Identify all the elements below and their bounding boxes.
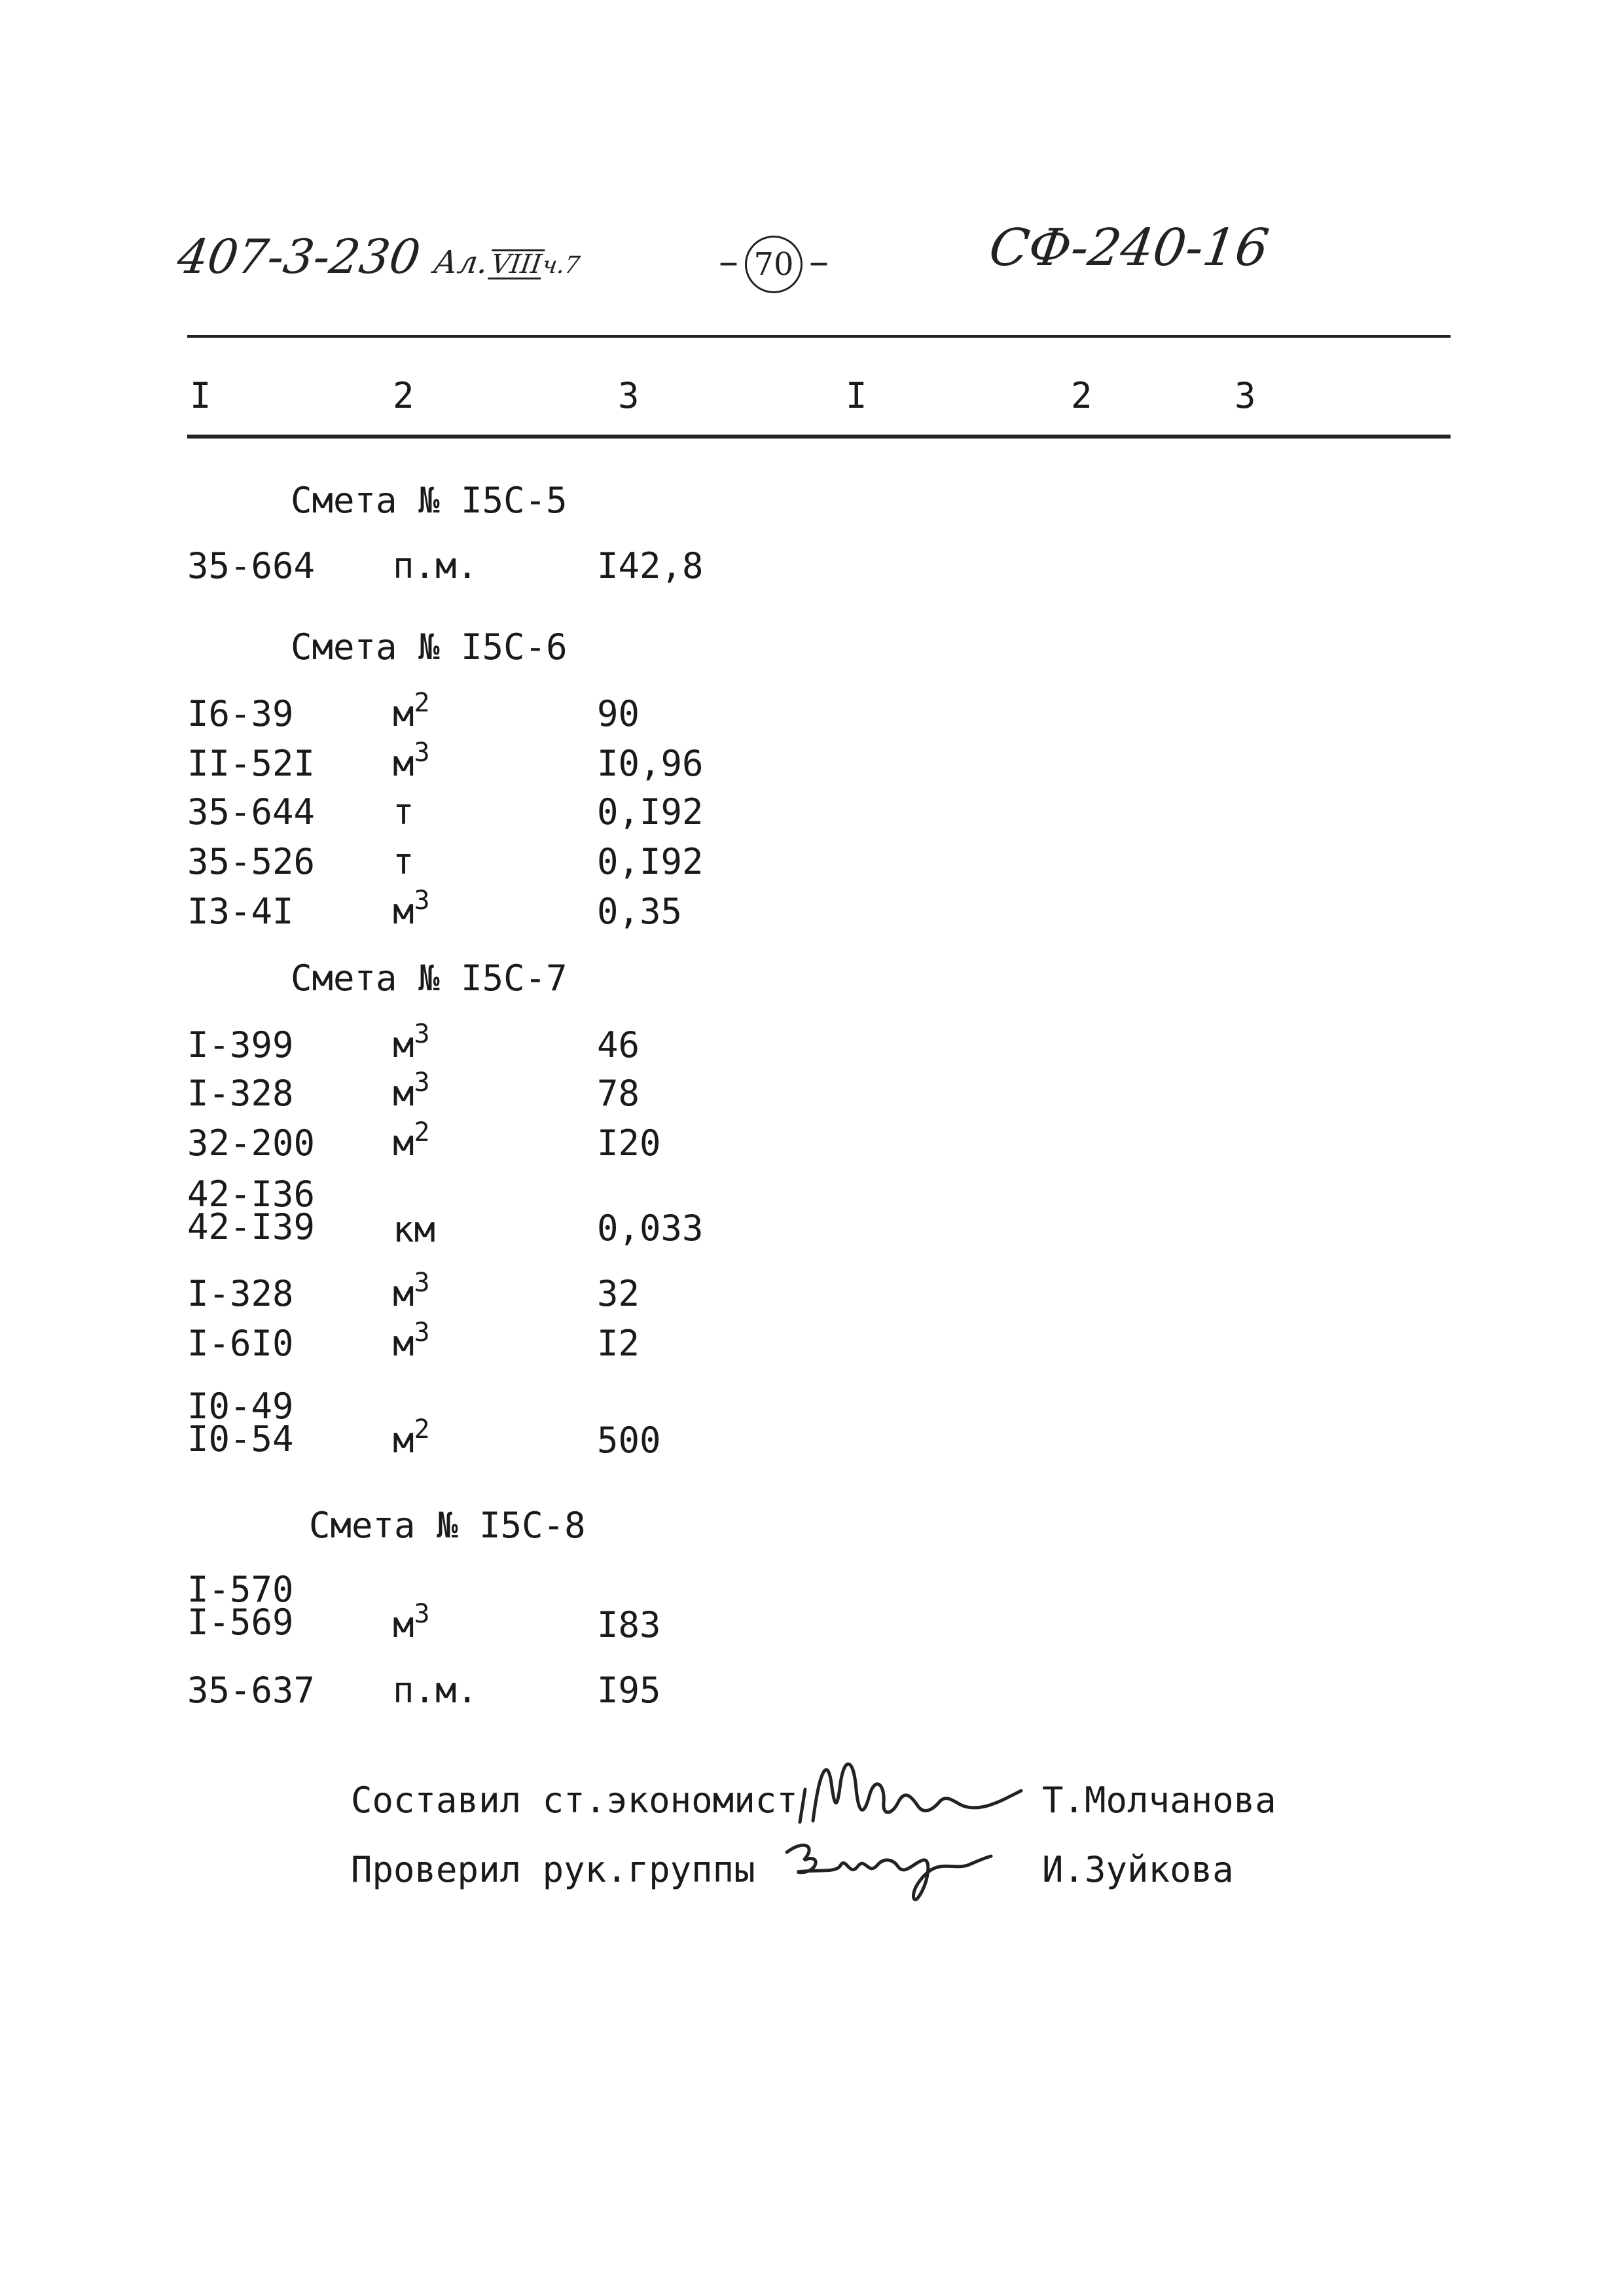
row-code: I-569 (187, 1602, 294, 1643)
row-quantity: 0,I92 (597, 791, 704, 833)
row-code: 42-I39 (187, 1206, 316, 1247)
row-code: I0-54 (187, 1418, 294, 1460)
row-code: 35-664 (187, 545, 316, 586)
row-quantity: I20 (597, 1122, 661, 1164)
row-unit: $м^3$ (393, 1268, 430, 1314)
row-quantity: I0,96 (597, 743, 704, 784)
row-code: 35-526 (187, 841, 316, 882)
checked-by-label: Проверил рук.группы (351, 1849, 755, 1890)
row-quantity: 78 (597, 1073, 640, 1114)
row-code-group (187, 1386, 294, 1460)
column-header-3: 3 (618, 375, 640, 416)
album-prefix: Ал. (431, 244, 491, 281)
row-quantity: 0,I92 (597, 841, 704, 882)
row-unit: т (393, 841, 414, 882)
row-code: I3-4I (187, 891, 294, 932)
doc-code-number: 407-3-230 (174, 229, 424, 284)
header-divider (187, 335, 1451, 338)
row-code: 32-200 (187, 1122, 316, 1164)
column-header-4: I (846, 375, 867, 416)
section-title-15c-7: Смета № I5С-7 (291, 958, 568, 999)
compiled-by-label: Составил ст.экономист (351, 1780, 798, 1821)
row-code: I-399 (187, 1024, 294, 1066)
row-code: I-6I0 (187, 1323, 294, 1364)
handwritten-signature-compiler (793, 1744, 1042, 1835)
section-title-15c-8: Смета № I5С-8 (309, 1505, 586, 1546)
page-number-circle: 70 (745, 236, 803, 293)
row-unit: $м^3$ (393, 1599, 430, 1645)
row-quantity: I83 (597, 1604, 661, 1645)
row-unit: т (393, 791, 414, 833)
row-unit: $м^3$ (393, 1067, 430, 1114)
row-quantity: 32 (597, 1273, 640, 1314)
compiled-by-name: Т.Молчанова (1042, 1780, 1276, 1821)
row-code: I-570 (187, 1569, 294, 1610)
section-title-15c-6: Смета № I5С-6 (291, 626, 568, 668)
column-header-2: 2 (393, 375, 414, 416)
row-unit: $м^3$ (393, 1019, 430, 1066)
table-header-divider (187, 435, 1451, 439)
row-quantity: 90 (597, 693, 640, 734)
row-code: I-328 (187, 1073, 294, 1114)
row-quantity: 0,033 (597, 1208, 704, 1249)
album-part: ч.7 (540, 252, 582, 279)
row-unit: $м^3$ (393, 1318, 430, 1364)
row-quantity: 0,35 (597, 891, 683, 932)
album-roman-numeral: VIII (489, 249, 544, 279)
row-quantity: I2 (597, 1323, 640, 1364)
row-code: I0-49 (187, 1386, 294, 1427)
row-quantity: I95 (597, 1670, 661, 1711)
row-code-group (187, 1174, 316, 1247)
sheet-code: СФ-240-16 (985, 219, 1272, 278)
row-unit: км (393, 1209, 436, 1250)
row-code: I6-39 (187, 693, 294, 734)
row-quantity: I42,8 (597, 545, 704, 586)
row-unit: п.м. (393, 545, 478, 586)
row-code: II-52I (187, 743, 316, 784)
row-unit: $м^2$ (393, 1414, 430, 1461)
column-header-1: I (190, 375, 211, 416)
row-unit: $м^2$ (393, 1117, 430, 1164)
page-number: – 70 – (719, 236, 829, 293)
row-quantity: 46 (597, 1024, 640, 1066)
row-quantity: 500 (597, 1420, 661, 1461)
row-code: 35-637 (187, 1670, 316, 1711)
row-unit: $м^2$ (393, 688, 430, 734)
row-unit: п.м. (393, 1670, 478, 1711)
row-code: 42-I36 (187, 1174, 316, 1215)
column-header-6: 3 (1235, 375, 1256, 416)
checked-by-name: И.Зуйкова (1042, 1849, 1234, 1890)
row-code: 35-644 (187, 791, 316, 833)
row-code-group (187, 1569, 294, 1643)
handwritten-signature-checker (778, 1826, 1000, 1911)
row-code: I-328 (187, 1273, 294, 1314)
row-unit: $м^3$ (393, 738, 430, 784)
column-header-5: 2 (1071, 375, 1092, 416)
row-unit: $м^3$ (393, 886, 430, 932)
section-title-15c-5: Смета № I5С-5 (291, 480, 568, 521)
document-code (174, 229, 585, 284)
